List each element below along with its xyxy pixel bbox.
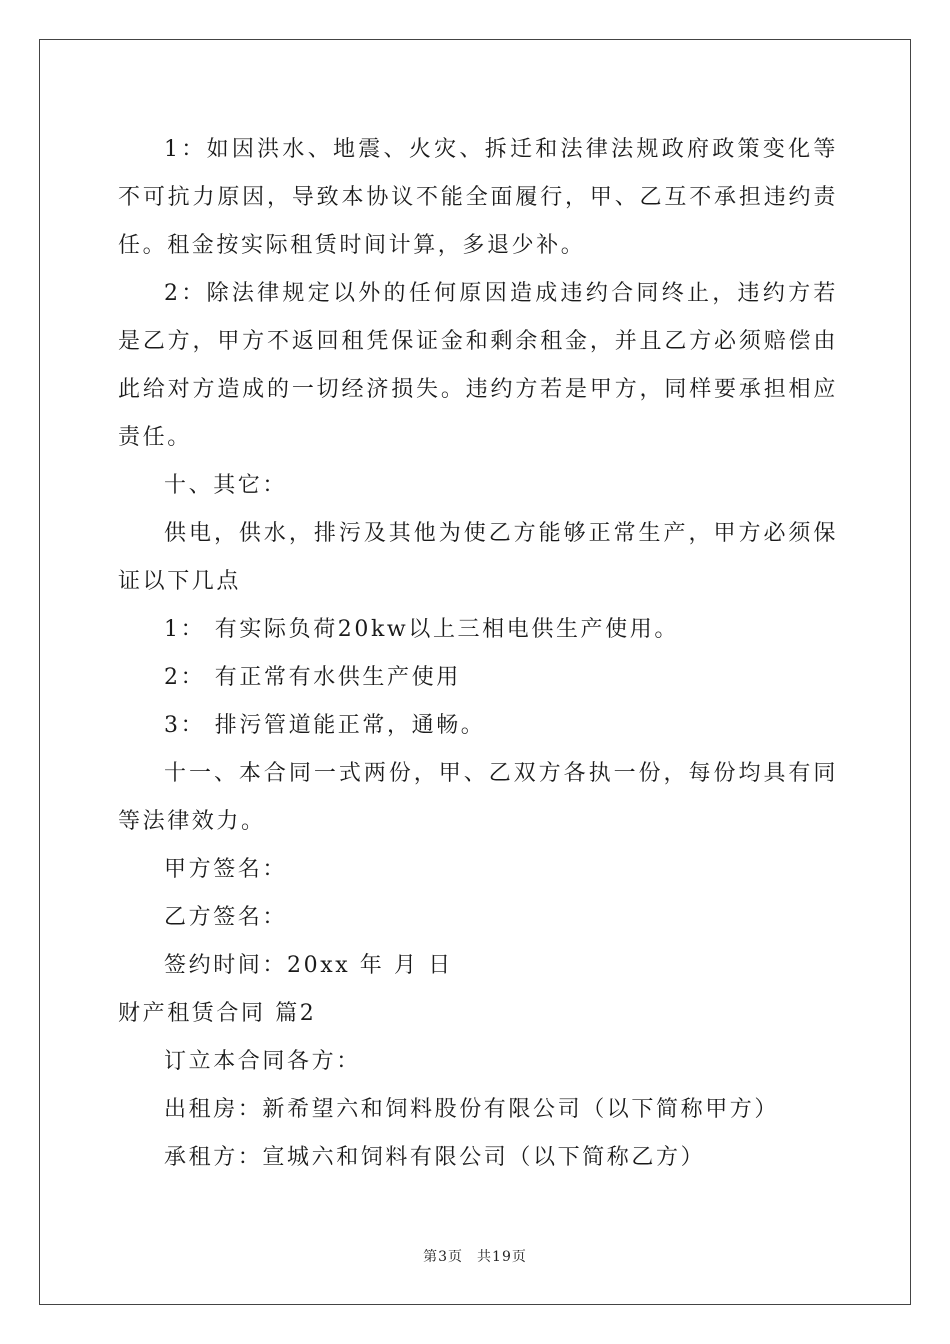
page-total: 共19页 — [477, 1249, 527, 1265]
party-lessee: 承租方：宣城六和饲料有限公司（以下简称乙方） — [164, 1145, 706, 1170]
list-item-power: 1： 有实际负荷20kw以上三相电供生产使用。 — [164, 617, 679, 642]
contract-title: 财产租赁合同 篇2 — [118, 1001, 317, 1026]
signing-date: 签约时间：20xx 年 月 日 — [164, 953, 453, 978]
paragraph-utilities: 供电，供水，排污及其他为使乙方能够正常生产，甲方必须保证以下几点 — [118, 521, 838, 594]
page-number: 第3页 — [423, 1249, 464, 1265]
document-body — [118, 126, 838, 1182]
list-item-water: 2： 有正常有水供生产使用 — [164, 665, 461, 690]
signature-party-a: 甲方签名： — [164, 857, 288, 882]
list-item-drainage: 3： 排污管道能正常，通畅。 — [164, 713, 486, 738]
signature-party-b: 乙方签名： — [164, 905, 288, 930]
paragraph-copies: 十一、本合同一式两份，甲、乙双方各执一份，每份均具有同等法律效力。 — [118, 761, 838, 834]
paragraph-parties-intro: 订立本合同各方： — [164, 1049, 361, 1074]
section-heading-other: 十、其它： — [164, 473, 288, 498]
paragraph-breach: 2：除法律规定以外的任何原因造成违约合同终止，违约方若是乙方，甲方不返回租凭保证金和剩余租金，并且乙方必须赔偿由此给对方造成的一切经济损失。违约方若是甲方，同样要承担相应责任。 — [118, 281, 838, 450]
page-footer — [0, 1246, 950, 1266]
paragraph-force-majeure: 1：如因洪水、地震、火灾、拆迁和法律法规政府政策变化等不可抗力原因，导致本协议不能全面履行，甲、乙互不承担违约责任。租金按实际租赁时间计算，多退少补。 — [118, 137, 838, 258]
party-lessor: 出租房：新希望六和饲料股份有限公司（以下简称甲方） — [164, 1097, 780, 1122]
